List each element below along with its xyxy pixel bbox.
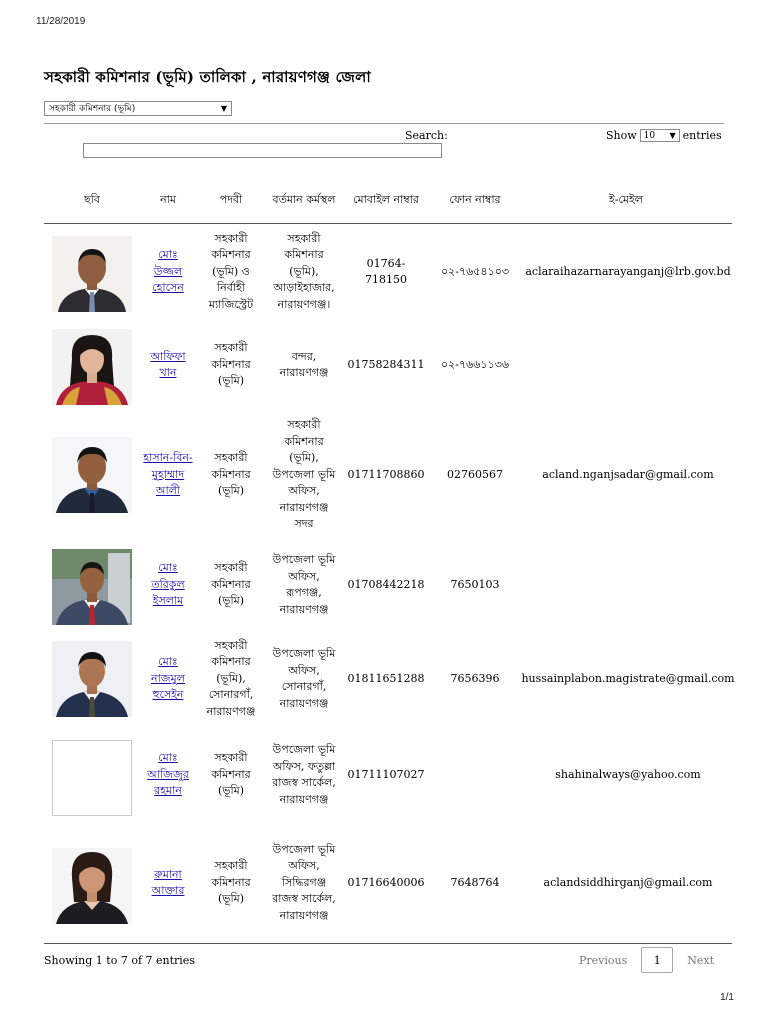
workplace-cell: সহকারী কমিশনার (ভূমি), উপজেলা ভূমি অফিস, নারায়ণগঞ্জ সদর (272, 418, 336, 531)
page-length-control (606, 129, 722, 142)
email-cell: aclandsiddhirganj@gmail.com (543, 875, 713, 889)
phone-cell (432, 726, 518, 824)
designation-cell: সহকারী কমিশনার (ভূমি), সোনারগাঁ, নারায়ণগঞ্জ (206, 638, 256, 718)
page-length-select[interactable] (640, 129, 680, 142)
table-bottom-divider (44, 943, 732, 944)
page-length-value: 10 (643, 130, 656, 141)
phone-cell: 02760567 (447, 467, 503, 481)
column-header-name[interactable]: নাম (160, 192, 176, 206)
phone-cell: ০২-৭৬৬১১৩৬ (440, 357, 510, 371)
designation-filter-select[interactable] (44, 101, 232, 116)
officer-photo-placeholder (52, 740, 132, 816)
email-cell: acland.nganjsadar@gmail.com (542, 467, 714, 481)
mobile-cell: 01758284311 (347, 357, 425, 371)
column-header-email[interactable]: ই-মেইল (609, 192, 643, 206)
designation-cell: সহকারী কমিশনার (ভূমি) (211, 859, 251, 906)
header-divider (44, 223, 732, 224)
table-info: Showing 1 to 7 of 7 entries (44, 954, 195, 967)
email-cell: hussainplabon.magistrate@gmail.com (521, 671, 735, 685)
designation-cell: সহকারী কমিশনার (ভূমি) (211, 451, 251, 498)
designation-cell: সহকারী কমিশনার (ভূমি) (211, 561, 251, 608)
table-row (44, 632, 735, 726)
officer-name-link[interactable]: মোঃ আজিজুর রহমান (147, 751, 189, 798)
chevron-down-icon: ▼ (220, 104, 227, 113)
table-row (44, 226, 732, 318)
divider (44, 123, 724, 124)
table-row (44, 412, 732, 538)
email-cell (524, 538, 732, 632)
search-input[interactable] (83, 143, 442, 158)
officer-name-link[interactable]: মোঃ উজ্জল হোসেন (152, 248, 184, 295)
email-cell: aclaraihazarnarayanganj@lrb.gov.bd (525, 264, 731, 278)
designation-cell: সহকারী কমিশনার (ভূমি) (211, 341, 251, 388)
page-1-button[interactable]: 1 (641, 947, 673, 973)
officer-name-link[interactable]: মোঃ তরিকুল ইসলাম (151, 561, 185, 608)
length-entries-label: entries (682, 129, 722, 142)
table-row (44, 318, 732, 412)
column-header-phone[interactable]: ফোন নাম্বার (449, 192, 501, 206)
email-cell (524, 318, 732, 412)
officer-photo (52, 848, 132, 924)
column-header-designation[interactable]: পদবী (219, 192, 243, 206)
officer-photo (52, 437, 132, 513)
designation-filter-value: সহকারী কমিশনার (ভূমি) (49, 104, 136, 114)
phone-cell: 7656396 (450, 671, 500, 685)
workplace-cell: সহকারী কমিশনার (ভূমি), আড়াইহাজার, নারায়ণগঞ্জ। (273, 231, 335, 311)
officer-photo (52, 236, 132, 312)
mobile-cell: 01708442218 (347, 577, 425, 591)
table-row (44, 824, 732, 942)
email-cell: shahinalways@yahoo.com (555, 767, 701, 781)
officer-photo (52, 641, 132, 717)
mobile-cell: 01711708860 (347, 467, 425, 481)
table-row (44, 726, 732, 824)
previous-page-button[interactable]: Previous (579, 953, 628, 967)
workplace-cell: বন্দর, নারায়ণগঞ্জ (279, 349, 329, 379)
print-date: 11/28/2019 (36, 16, 86, 27)
next-page-button[interactable]: Next (687, 953, 715, 967)
officer-photo (52, 329, 132, 405)
phone-cell: 7650103 (450, 577, 500, 591)
officer-name-link[interactable]: রুমানা আক্তার (151, 867, 185, 897)
mobile-cell: 01811651288 (347, 671, 425, 685)
mobile-cell: 01711107027 (347, 767, 425, 781)
search-label: Search: (405, 129, 448, 142)
workplace-cell: উপজেলা ভূমি অফিস, ফতুল্লা রাজস্ব সার্কেল, নারায়ণগঞ্জ (272, 743, 336, 806)
chevron-down-icon: ▼ (669, 131, 676, 140)
workplace-cell: উপজেলা ভূমি অফিস, সিদ্ধিরগঞ্জ রাজস্ব সার্কেল, নারায়ণগঞ্জ (272, 842, 336, 922)
designation-cell: সহকারী কমিশনার (ভূমি) ও নির্বাহী ম্যাজিস্ট্রেট (208, 231, 254, 311)
officer-name-link[interactable]: হাসান-বিন-মুহাম্মাদ আলী (143, 451, 193, 498)
phone-cell: 7648764 (450, 875, 500, 889)
column-header-workplace[interactable]: বর্তমান কর্মস্থল (272, 192, 336, 206)
officer-photo (52, 549, 132, 625)
print-page-count: 1/1 (720, 992, 734, 1003)
mobile-cell: 01764-718150 (365, 256, 407, 286)
page-title: সহকারী কমিশনার (ভূমি) তালিকা , নারায়ণগঞ্জ জেলা (44, 68, 371, 86)
pagination (565, 947, 728, 973)
table-row (44, 538, 732, 632)
phone-cell: ০২-৭৬৫৪১০৩ (440, 264, 510, 278)
workplace-cell: উপজেলা ভূমি অফিস, সোনারগাঁ, নারায়ণগঞ্জ (272, 647, 336, 710)
column-header-photo[interactable]: ছবি (84, 192, 100, 206)
workplace-cell: উপজেলা ভূমি অফিস, রূপগঞ্জ, নারায়ণগঞ্জ (272, 553, 336, 616)
designation-cell: সহকারী কমিশনার (ভূমি) (211, 751, 251, 798)
mobile-cell: 01716640006 (347, 875, 425, 889)
officer-name-link[interactable]: আফিফা খান (150, 349, 186, 379)
length-show-label: Show (606, 129, 637, 142)
column-header-mobile[interactable]: মোবাইল নাম্বার (353, 192, 419, 206)
officer-name-link[interactable]: মোঃ নাজমুল হুসেইন (151, 655, 185, 702)
